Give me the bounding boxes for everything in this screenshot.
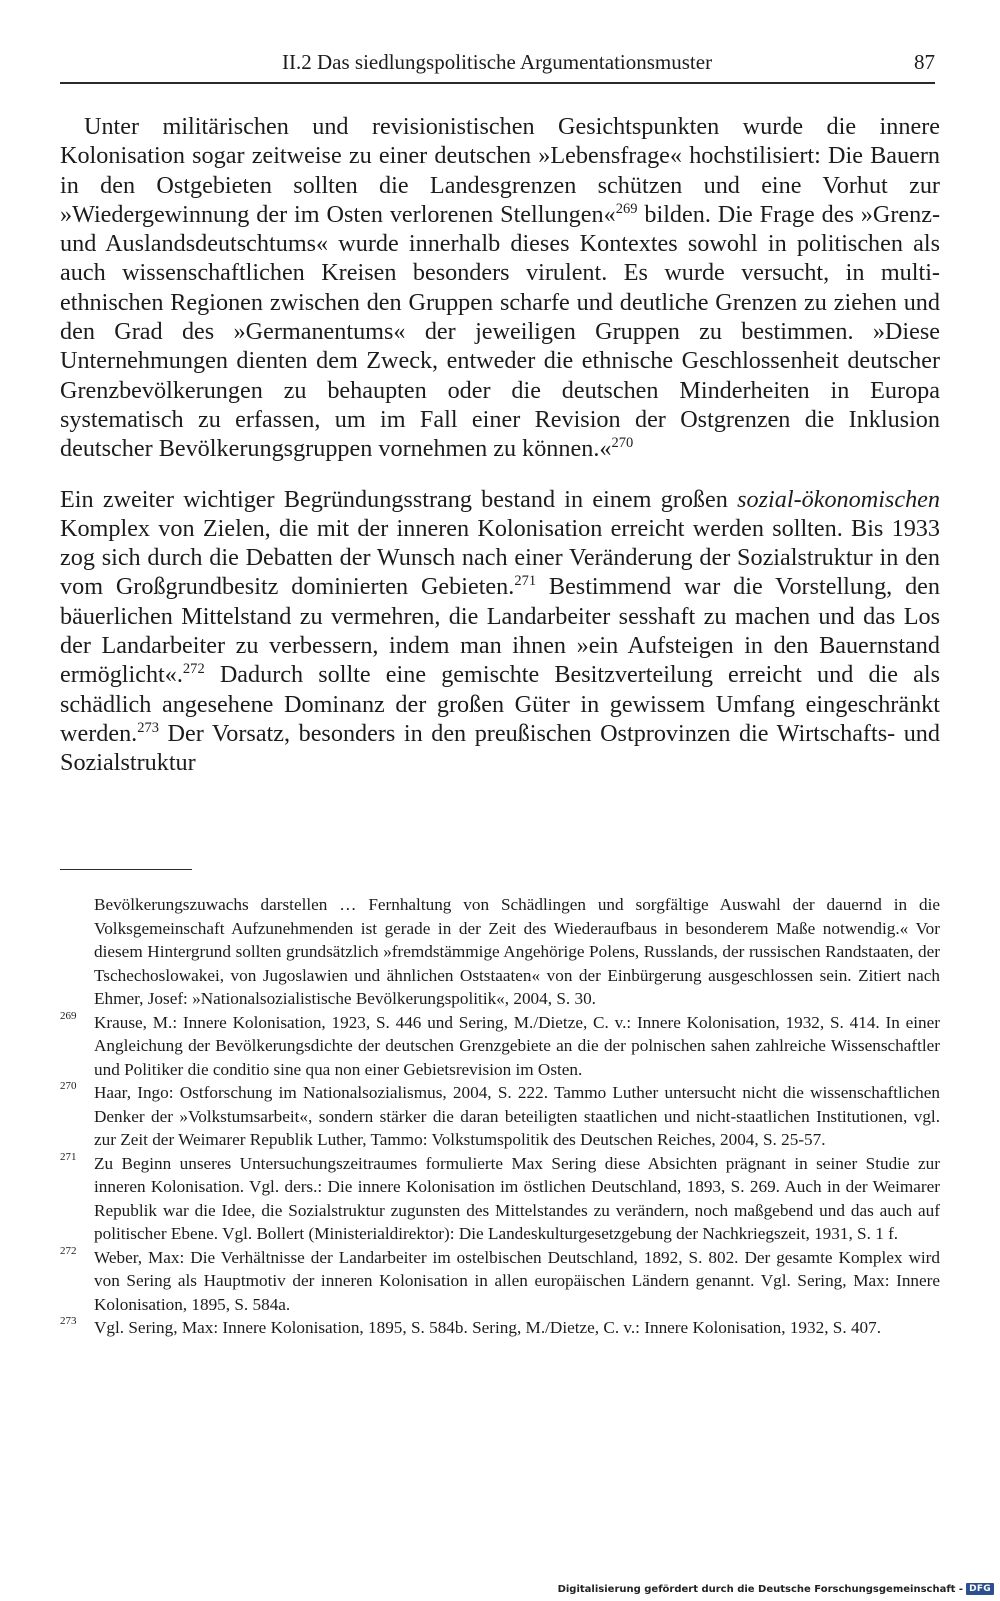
chapter-title: II.2 Das siedlungspolitische Argumentationsmuster	[282, 50, 713, 74]
emphasis-term: sozial-ökonomischen	[737, 485, 940, 513]
paragraph-1	[60, 112, 940, 464]
footnote-number: 272	[60, 1244, 77, 1257]
footnote-number: 271	[60, 1150, 77, 1163]
footnote-number: 269	[60, 1009, 77, 1022]
footnote-text: Weber, Max: Die Verhältnisse der Landarbeiter im ostelbischen Deutschland, 1892, S. 802. Der gesamte Komplex wird von Sering als Hauptmotiv der inneren Kolonisation in allen europäischen Ländern genannt. Vgl. Sering, Max: Innere Kolonisation, 1895, S. 584a.	[94, 1247, 940, 1314]
footnote-269	[60, 1011, 940, 1082]
footnote-ref-272[interactable]: 272	[182, 661, 205, 678]
footnote-273	[60, 1316, 940, 1340]
running-header	[60, 48, 935, 84]
paragraph-2	[60, 485, 940, 778]
footnote-272	[60, 1246, 940, 1317]
page-number: 87	[914, 50, 935, 74]
footnote-text: Krause, M.: Innere Kolonisation, 1923, S. 446 und Sering, M./Dietze, C. v.: Innere Kolonisation, 1932, S. 414. In einer Angleichung der Bevölkerungsdichte der deutschen Grenzgebiete an die der polnischen sahen zahlreiche Wissenschaftler und Politiker die conditio sine qua non einer Gebietsrevision im Osten.	[94, 1012, 940, 1079]
footnote-271	[60, 1152, 940, 1246]
footnote-text: Zu Beginn unseres Untersuchungszeitraumes formulierte Max Sering diese Absichten prägnant in seiner Studie zur inneren Kolonisation. Vgl. ders.: Die innere Kolonisation im östlichen Deutschland, 1893, S. 269. Auch in der Weimarer Republik war die Idee, die Sozialstruktur zugunsten des Mittelstandes zu verändern, noch maßgebend und das auch auf politischer Ebene. Vgl. Bollert (Ministerialdirektor): Die Landeskulturgesetzgebung der Nachkriegszeit, 1931, S. 1 f.	[94, 1153, 940, 1243]
footnote-continuation-text: Bevölkerungszuwachs darstellen … Fernhaltung von Schädlingen und sorgfältige Auswahl der dauernd in die Volksgemeinschaft Aufzunehmenden ist gerade in der Zeit des Wiederaufbaus in besonderem Maße notwendig.« Vor diesem Hintergrund sollten grundsätzlich »fremdstämmige Angehörige Polens, Russlands, der russischen Randstaaten, der Tschechoslowakei, von Jugoslawien und ähnlichen Oststaaten« von der Einbürgerung ausgeschlossen sein. Zitiert nach Ehmer, Josef: »Nationalsozialistische Bevölkerungspolitik«, 2004, S. 30.	[94, 895, 940, 1008]
footnote-number: 273	[60, 1315, 77, 1327]
footnote-ref-273[interactable]: 273	[137, 719, 160, 736]
paragraph-2-text-c: Bestimmend war die Vorstellung, den bäuerlichen Mittelstand zu vermehren, die Landarbeiter sesshaft zu machen und das Los der Landarbeiter zu verbessern, indem man ihnen »ein Aufsteigen in den Bauernstand ermöglicht«.	[60, 573, 940, 689]
main-text	[60, 112, 940, 778]
paragraph-2-text-e: Der Vorsatz, besonders in den preußischen Ostprovinzen die Wirtschafts- und Sozialstruktur	[60, 719, 940, 777]
footnotes	[60, 893, 940, 1340]
footnote-ref-269[interactable]: 269	[615, 200, 638, 217]
footnote-270	[60, 1081, 940, 1152]
paragraph-2-text-b: Komplex von Zielen, die mit der inneren Kolonisation erreicht werden sollten. Bis 1933 zog sich durch die Debatten der Wunsch nach einer Veränderung der Sozialstruktur in den vom Großgrundbesitz dominierten Gebieten.	[60, 514, 940, 601]
footnote-number: 270	[60, 1080, 77, 1092]
dfg-logo: DFG	[966, 1583, 994, 1595]
paragraph-1-text-b: bilden. Die Frage des »Grenz- und Auslandsdeutschtums« wurde innerhalb dieses Kontextes sowohl in politischen als auch wissenschaftlichen Kreisen besonders virulent. Es wurde versucht, in multi-ethnischen Regionen zwischen den Gruppen scharfe und deutliche Grenzen zu ziehen und den Grad des »Germanentums« der jeweiligen Gruppen zu bestimmen. »Diese Unternehmungen dienten dem Zweck, entweder die ethnische Geschlossenheit deutscher Grenzbevölkerungen zu behaupten oder die deutschen Minderheiten in Europa systematisch zu erfassen, um im Fall einer Revision der Ostgrenzen die Inklusion deutscher Bevölkerungsgruppen vornehmen zu können.«	[60, 200, 940, 463]
footnote-ref-270[interactable]: 270	[611, 435, 634, 452]
paragraph-2-text-d: Dadurch sollte eine gemischte Besitzverteilung erreicht und die als schädlich angesehene Dominanz der großen Güter in gewissem Umfang eingeschränkt werden.	[60, 661, 940, 747]
paragraph-2-text-a: Ein zweiter wichtiger Begründungsstrang bestand in einem großen	[60, 485, 738, 513]
funding-text: Digitalisierung gefördert durch die Deutsche Forschungsgemeinschaft -	[557, 1583, 964, 1595]
footnote-continuation	[60, 893, 940, 1011]
footnote-text: Vgl. Sering, Max: Innere Kolonisation, 1895, S. 584b. Sering, M./Dietze, C. v.: Innere Kolonisation, 1932, S. 407.	[94, 1318, 882, 1337]
footnote-separator	[60, 869, 192, 870]
paragraph-1-text-a: Unter militärischen und revisionistischen Gesichtspunkten wurde die innere Kolonisation sogar zeitweise zu einer deutschen »Lebensfrage« hochstilisiert: Die Bauern in den Ostgebieten sollten die Landesgrenzen schützen und eine Vorhut zur »Wiedergewinnung der im Osten verlorenen Stellungen«	[60, 113, 940, 228]
footnote-ref-271[interactable]: 271	[514, 573, 537, 590]
footnote-text: Haar, Ingo: Ostforschung im Nationalsozialismus, 2004, S. 222. Tammo Luther untersucht nicht die wissenschaftlichen Denker der »Volkstumsarbeit«, sondern stärker die daran beteiligten staatlichen und nicht-staatlichen Institutionen, vgl. zur Zeit der Weimarer Republik Luther, Tammo: Volkstumspolitik des Deutschen Reiches, 2004, S. 25-57.	[94, 1083, 940, 1149]
digitization-notice	[558, 1581, 994, 1597]
